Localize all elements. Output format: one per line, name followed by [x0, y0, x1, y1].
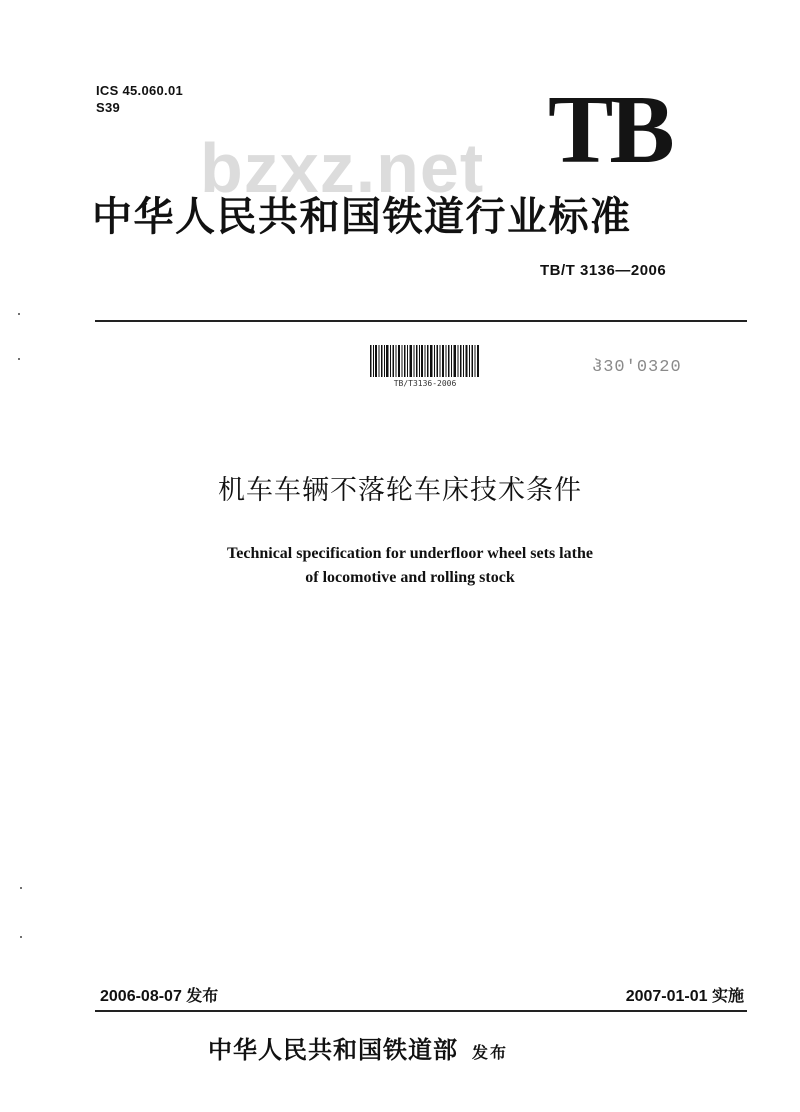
document-title-chinese: 机车车辆不落轮车床技术条件: [218, 475, 582, 506]
archive-stamp: ჰ30ʹ0320: [592, 358, 682, 377]
english-title-line-1: Technical specification for underfloor wheel sets lathe: [227, 545, 593, 562]
top-divider: [95, 320, 747, 322]
standard-number: TB/T 3136—2006: [540, 262, 667, 279]
implement-date: 2007-01-01: [625, 988, 708, 1005]
barcode-icon: [370, 345, 480, 377]
classification-codes: [96, 82, 183, 116]
publisher-suffix: 发布: [472, 1043, 509, 1062]
scan-speck: [20, 936, 22, 938]
implement-label: 实施: [711, 988, 744, 1005]
english-title-line-2: of locomotive and rolling stock: [305, 569, 515, 586]
watermark: bzxz.net: [200, 129, 485, 207]
ics-code: ICS 45.060.01: [96, 83, 184, 98]
publisher-name: 中华人民共和国铁道部: [208, 1036, 458, 1064]
bottom-divider: [95, 1010, 747, 1012]
barcode-label: TB/T3136-2006: [393, 379, 457, 388]
publisher-line: [208, 1034, 508, 1069]
standard-mark: TB: [548, 76, 671, 184]
implement-date-block: [520, 986, 744, 1008]
ccs-code: S39: [96, 100, 121, 115]
publish-label: 发布: [186, 988, 219, 1005]
scan-speck: [18, 358, 20, 360]
publish-date-block: [100, 986, 218, 1008]
scan-speck: [18, 313, 20, 315]
organization-title: 中华人民共和国铁道行业标准: [92, 194, 632, 240]
publish-date: 2006-08-07: [100, 988, 182, 1005]
document-title-english: [140, 542, 680, 590]
scan-speck: [20, 887, 22, 889]
